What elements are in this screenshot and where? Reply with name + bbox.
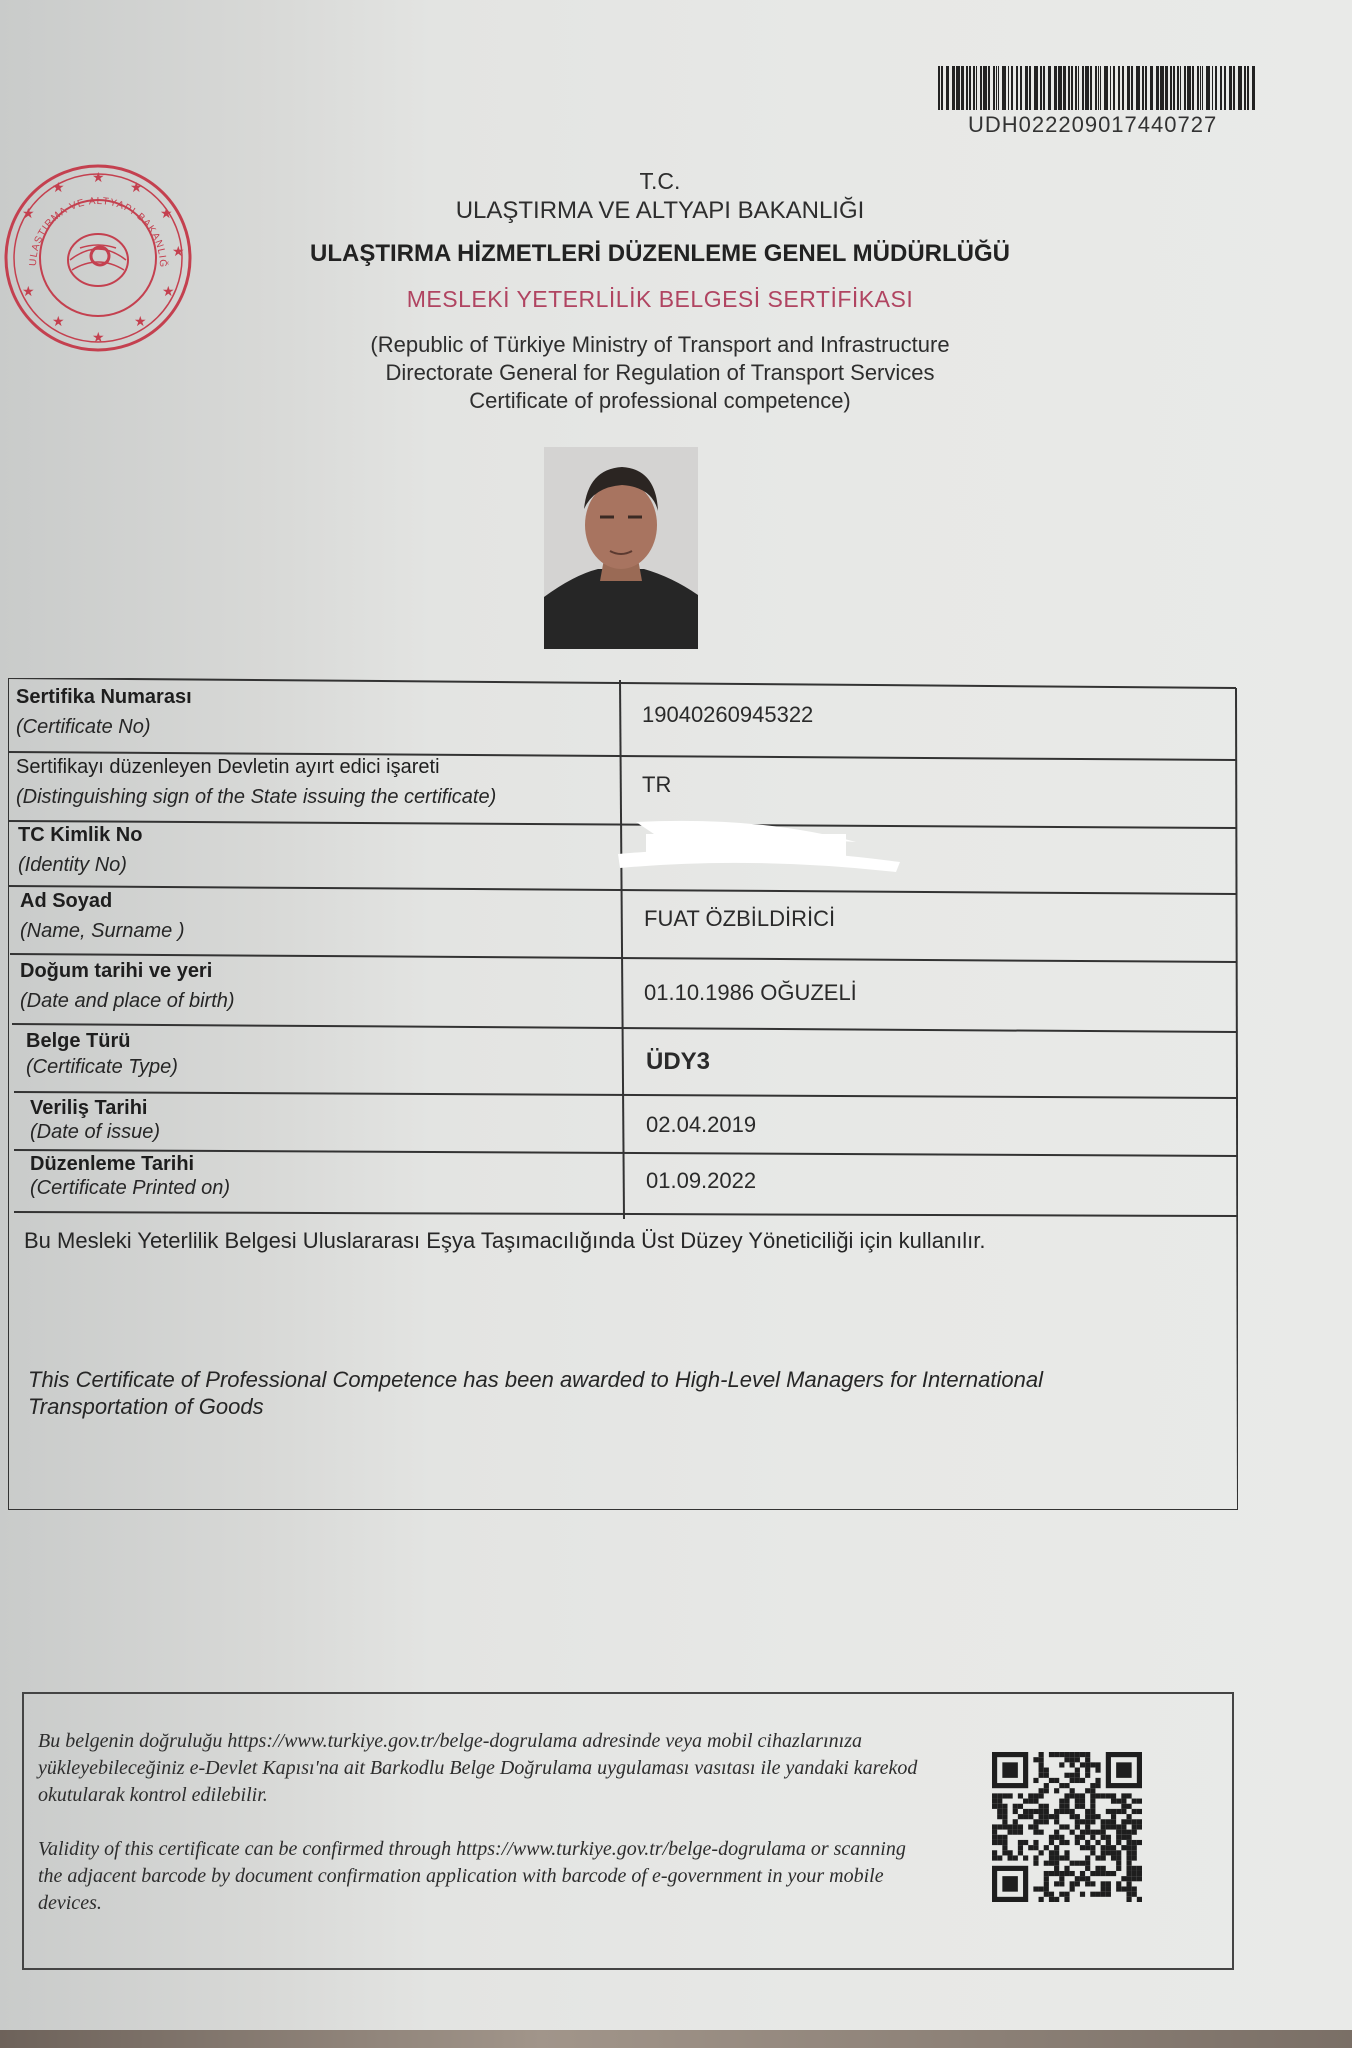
header-english-line3: Certificate of professional competence) — [469, 388, 851, 413]
svg-text:★: ★ — [162, 283, 175, 299]
value-printed-on: 01.09.2022 — [646, 1168, 757, 1193]
verification-turkish: Bu belgenin doğruluğu https://www.turkiye.gov.tr/belge-dogrulama adresinde veya mobil cihazlarınıza yükleyebileceğiniz e-Devlet Kapısı'na ait Barkodlu Belge Doğrulama uygulaması vasıtası ile yandaki karekod okutularak kontrol edilebilir. — [38, 1730, 918, 1806]
label-name-surname: Ad Soyad (Name, Surname ) — [20, 890, 185, 942]
value-birth: 01.10.1986 OĞUZELİ — [644, 980, 857, 1005]
qr-code-icon[interactable] — [992, 1752, 1142, 1902]
label-identity-no: TC Kimlik No (Identity No) — [18, 824, 143, 876]
header-directorate: ULAŞTIRMA HİZMETLERİ DÜZENLEME GENEL MÜDÜRLÜĞÜ — [310, 240, 1010, 267]
identity-redaction-mark — [610, 812, 902, 876]
label-date-of-issue: Veriliş Tarihi (Date of issue) — [30, 1097, 161, 1143]
label-birth: Doğum tarihi ve yeri (Date and place of birth) — [20, 960, 235, 1012]
verification-english: Validity of this certificate can be confirmed through https://www.turkiye.gov.tr/belge-dogrulama or scanning the adjacent barcode by document confirmation application with barcode of e-government in your mobile devices. — [38, 1838, 906, 1914]
certificate-title: MESLEKİ YETERLİLİK BELGESİ SERTİFİKASI — [406, 286, 914, 312]
svg-text:★: ★ — [52, 313, 65, 329]
header-tc: T.C. — [639, 168, 681, 194]
value-certificate-no: 19040260945322 — [642, 702, 814, 727]
header-english-line1: (Republic of Türkiye Ministry of Transport and Infrastructure — [370, 332, 950, 357]
value-date-of-issue: 02.04.2019 — [646, 1112, 757, 1137]
label-printed-on: Düzenleme Tarihi (Certificate Printed on) — [30, 1153, 231, 1199]
svg-text:★: ★ — [92, 169, 105, 185]
value-certificate-type: ÜDY3 — [646, 1048, 711, 1075]
description-turkish: Bu Mesleki Yeterlilik Belgesi Uluslararası Eşya Taşımacılığında Üst Düzey Yöneticiliği için kullanılır. — [24, 1228, 986, 1253]
label-certificate-type: Belge Türü (Certificate Type) — [26, 1030, 178, 1078]
svg-text:★: ★ — [22, 283, 35, 299]
svg-text:★: ★ — [92, 329, 105, 345]
header-ministry: ULAŞTIRMA VE ALTYAPI BAKANLIĞI — [455, 197, 865, 224]
label-certificate-no: Sertifika Numarası (Certificate No) — [16, 686, 192, 738]
svg-text:★: ★ — [134, 313, 147, 329]
value-issuing-state: TR — [642, 772, 672, 797]
svg-text:★: ★ — [160, 205, 173, 221]
description-english: This Certificate of Professional Competence has been awarded to High-Level Managers for International Transportation of Goods — [28, 1367, 1043, 1419]
svg-text:★: ★ — [52, 179, 65, 195]
svg-text:★: ★ — [172, 243, 185, 259]
barcode — [938, 66, 1256, 110]
holder-photo — [544, 447, 698, 649]
svg-text:★: ★ — [22, 205, 35, 221]
background-surface — [0, 2030, 1352, 2048]
barcode-number: UDH022209017440727 — [968, 112, 1218, 137]
value-name-surname: FUAT ÖZBİLDİRİCİ — [644, 906, 836, 931]
header-english-line2: Directorate General for Regulation of Transport Services — [385, 360, 935, 385]
svg-text:★: ★ — [130, 179, 143, 195]
label-issuing-state: Sertifikayı düzenleyen Devletin ayırt edici işareti (Distinguishing sign of the State issuing the certificate) — [16, 756, 497, 808]
svg-text:ULAŞTIRMA VE ALTYAPI BAKANLIĞI: ULAŞTIRMA VE ALTYAPI BAKANLIĞ — [27, 195, 169, 269]
ministry-seal-icon — [0, 158, 192, 358]
